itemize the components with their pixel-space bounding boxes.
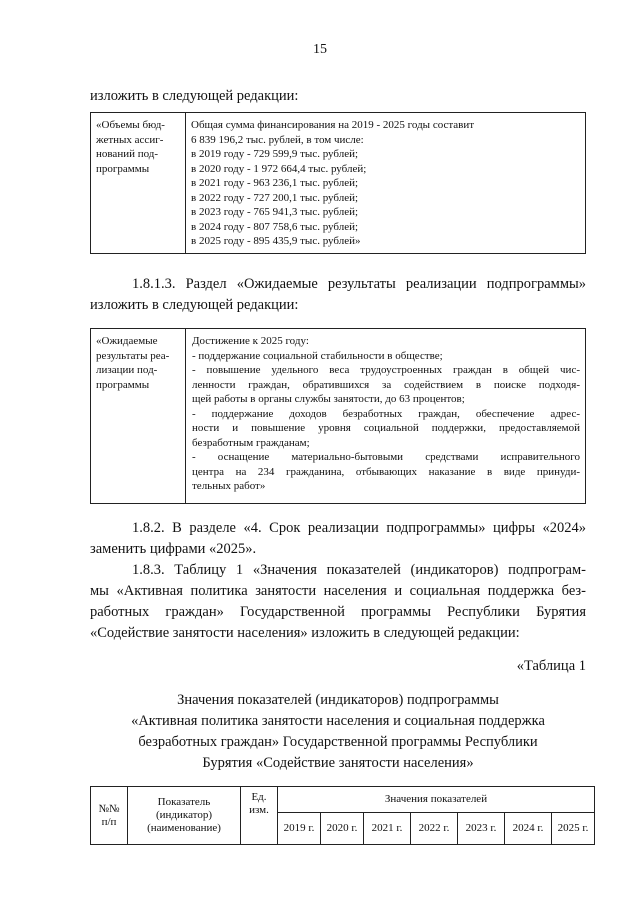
- content-line: - поддержание социальной стабильности в обществе;: [192, 349, 443, 362]
- content-line: в 2025 году - 895 435,9 тыс. рублей»: [191, 235, 361, 247]
- paragraph-line: мы «Активная политика занятости населения и социальная поддержка без-: [90, 583, 586, 599]
- label-line: лизации под-: [96, 364, 158, 376]
- indicators-table: [90, 786, 595, 845]
- year-header: 2025 г.: [552, 813, 595, 845]
- content-line: ности и повышение уровня социальной поддержки, предоставляемой: [192, 422, 580, 434]
- table-heading: [90, 690, 586, 774]
- year-header: 2021 г.: [364, 813, 411, 845]
- col-unit-header: [241, 787, 278, 845]
- content-line: в 2019 году - 729 599,9 тыс. рублей;: [191, 148, 359, 160]
- budget-table: [90, 112, 586, 254]
- results-table-label: [96, 334, 176, 392]
- paragraph-line: изложить в следующей редакции:: [90, 297, 299, 313]
- content-line: 6 839 196,2 тыс. рублей, в том числе:: [191, 133, 364, 146]
- budget-table-label: [96, 118, 176, 176]
- content-line: центра на 234 гражданина, отбывающих наказание в виде принуди-: [192, 465, 580, 478]
- year-header: 2023 г.: [458, 813, 505, 845]
- heading-line: безработных граждан» Государственной программы Республики: [138, 734, 538, 750]
- paragraph-line: работных граждан» Государственной программы Республики Бурятия: [90, 604, 586, 620]
- content-line: в 2020 году - 1 972 664,4 тыс. рублей;: [191, 162, 367, 175]
- results-table: [90, 328, 586, 504]
- results-table-content: [192, 334, 580, 494]
- year-header: 2024 г.: [505, 813, 552, 845]
- heading-line: «Активная политика занятости населения и социальная поддержка: [131, 713, 545, 729]
- heading-line: Бурятия «Содействие занятости населения»: [202, 755, 474, 771]
- values-header: Значения показателей: [278, 787, 595, 813]
- content-line: - повышение удельного веса трудоустроенных граждан в общей чис-: [192, 364, 580, 376]
- column-divider: [185, 113, 186, 253]
- label-line: «Объемы бюд-: [96, 119, 165, 131]
- header-line: изм.: [249, 804, 269, 816]
- intro-line: изложить в следующей редакции:: [90, 88, 299, 104]
- paragraph-1-8-3: [90, 560, 586, 644]
- label-line: программы: [96, 162, 150, 175]
- content-line: ленности граждан, обратившихся за содействием в поиске подходя-: [192, 378, 580, 391]
- label-line: нований под-: [96, 148, 159, 160]
- label-line: жетных ассиг-: [96, 133, 164, 146]
- column-divider: [185, 329, 186, 503]
- budget-table-content: [191, 118, 581, 249]
- label-line: программы: [96, 378, 150, 391]
- content-line: в 2021 году - 963 236,1 тыс. рублей;: [191, 177, 359, 189]
- col-indicator-header: [128, 787, 241, 845]
- content-line: Достижение к 2025 году:: [192, 335, 309, 347]
- heading-line: Значения показателей (индикаторов) подпрограммы: [177, 692, 499, 708]
- page-number: 15: [313, 42, 327, 57]
- paragraph-line: 1.8.3. Таблицу 1 «Значения показателей (индикаторов) подпрограм-: [132, 562, 586, 578]
- year-header: 2022 г.: [411, 813, 458, 845]
- header-line: Ед.: [251, 791, 267, 803]
- label-line: «Ожидаемые: [96, 335, 158, 347]
- header-line: №№: [98, 802, 120, 815]
- content-line: в 2022 году - 727 200,1 тыс. рублей;: [191, 191, 359, 204]
- header-line: Показатель: [157, 796, 211, 808]
- year-header: 2019 г.: [278, 813, 321, 845]
- paragraph-1-8-2: [90, 518, 586, 560]
- content-line: - поддержание доходов безработных граждан, обеспечение адрес-: [192, 407, 580, 420]
- header-line: (наименование): [147, 822, 221, 834]
- content-line: Общая сумма финансирования на 2019 - 2025 годы составит: [191, 119, 475, 131]
- content-line: безработным гражданам;: [192, 436, 310, 449]
- paragraph-line: 1.8.1.3. Раздел «Ожидаемые результаты реализации подпрограммы»: [132, 276, 586, 292]
- label-line: результаты реа-: [96, 349, 170, 362]
- header-line: (индикатор): [155, 809, 213, 821]
- paragraph-line: заменить цифрами «2025».: [90, 541, 257, 557]
- content-line: в 2023 году - 765 941,3 тыс. рублей;: [191, 206, 359, 218]
- content-line: в 2024 году - 807 758,6 тыс. рублей;: [191, 220, 359, 233]
- header-line: п/п: [101, 815, 117, 828]
- content-line: - оснащение материально-бытовыми средствами исправительного: [192, 451, 580, 463]
- paragraph-line: «Содействие занятости населения» изложить в следующей редакции:: [90, 625, 520, 641]
- table-label: «Таблица 1: [516, 658, 586, 674]
- content-line: щей работы в органы службы занятости, до 63 процентов;: [192, 393, 465, 405]
- paragraph-line: 1.8.2. В разделе «4. Срок реализации подпрограммы» цифры «2024»: [132, 520, 586, 536]
- col-number-header: [91, 787, 128, 845]
- content-line: тельных работ»: [192, 480, 266, 492]
- year-header: 2020 г.: [321, 813, 364, 845]
- paragraph-1-8-1-3: [90, 274, 586, 316]
